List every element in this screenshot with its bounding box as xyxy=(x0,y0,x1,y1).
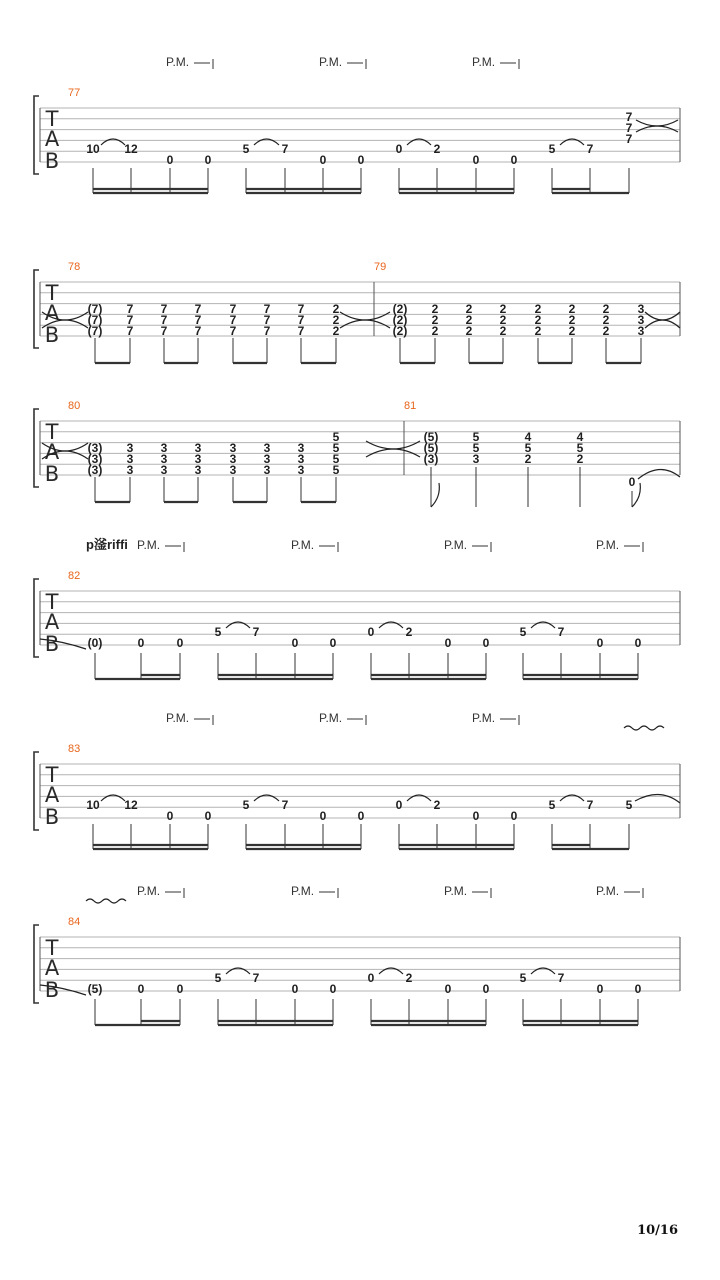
fret-number: 2 xyxy=(431,313,439,327)
vibrato-mark xyxy=(624,726,664,730)
fret-number: (2) xyxy=(392,313,408,327)
fret-number: 7 xyxy=(281,142,289,156)
fret-number: 7 xyxy=(229,313,237,327)
fret-number: 12 xyxy=(124,798,138,812)
fret-number: 0 xyxy=(628,475,636,489)
palm-mute-label: P.M. xyxy=(444,884,468,898)
fret-number: (5) xyxy=(423,430,439,444)
fret-number: 0 xyxy=(204,153,212,167)
palm-mute-label: P.M. xyxy=(472,55,496,69)
fret-number: 7 xyxy=(229,302,237,316)
fret-number: 5 xyxy=(214,625,222,639)
fret-number: 5 xyxy=(576,441,584,455)
fret-number: (3) xyxy=(87,463,103,477)
system-bracket xyxy=(34,579,39,657)
fret-number: 2 xyxy=(576,452,584,466)
fret-number: 3 xyxy=(263,463,271,477)
fret-number: 2 xyxy=(332,324,340,338)
measure-number: 78 xyxy=(68,261,81,273)
palm-mute-label: P.M. xyxy=(166,55,190,69)
fret-number: 7 xyxy=(557,625,565,639)
fret-number: 3 xyxy=(126,441,134,455)
fret-number: 5 xyxy=(332,441,340,455)
fret-number: 5 xyxy=(242,798,250,812)
fret-number: 2 xyxy=(602,313,610,327)
fret-number: (2) xyxy=(392,324,408,338)
fret-number: 2 xyxy=(602,302,610,316)
fret-number: 5 xyxy=(214,971,222,985)
fret-number: 2 xyxy=(405,625,413,639)
fret-number: 7 xyxy=(625,110,633,124)
fret-number: 2 xyxy=(534,313,542,327)
system-bracket xyxy=(34,270,39,348)
fret-number: 5 xyxy=(472,441,480,455)
fret-number: 7 xyxy=(625,121,633,135)
system-bracket xyxy=(34,409,39,487)
fret-number: 7 xyxy=(625,132,633,146)
fret-number: 0 xyxy=(357,153,365,167)
fret-number: 0 xyxy=(482,636,490,650)
fret-number: 7 xyxy=(297,302,305,316)
fret-number: (3) xyxy=(87,441,103,455)
tie-arc xyxy=(638,469,680,479)
system-bracket xyxy=(34,96,39,174)
palm-mute-label: P.M. xyxy=(319,55,343,69)
fret-number: 2 xyxy=(568,313,576,327)
fret-number: 5 xyxy=(519,971,527,985)
fret-number: 0 xyxy=(472,153,480,167)
fret-number: 2 xyxy=(568,302,576,316)
slide-cross xyxy=(645,312,680,320)
palm-mute-label: P.M. xyxy=(291,538,315,552)
fret-number: 3 xyxy=(229,463,237,477)
fret-number: 3 xyxy=(229,452,237,466)
tab-clef-t: T xyxy=(45,281,59,305)
fret-number: 2 xyxy=(534,302,542,316)
system-bracket xyxy=(34,752,39,830)
fret-number: 2 xyxy=(534,324,542,338)
tab-clef-t: T xyxy=(45,420,59,444)
palm-mute-label: P.M. xyxy=(137,884,161,898)
fret-number: 0 xyxy=(634,636,642,650)
fret-number: 5 xyxy=(625,798,633,812)
fret-number: 7 xyxy=(160,324,168,338)
fret-number: (7) xyxy=(87,302,103,316)
tab-clef-t: T xyxy=(45,107,59,131)
fret-number: 3 xyxy=(160,452,168,466)
fret-number: 3 xyxy=(160,441,168,455)
fret-number: (7) xyxy=(87,324,103,338)
fret-number: 3 xyxy=(263,452,271,466)
fret-number: 0 xyxy=(395,142,403,156)
tie-arc xyxy=(635,794,680,803)
fret-number: 3 xyxy=(637,313,645,327)
fret-number: 0 xyxy=(137,636,145,650)
fret-number: 7 xyxy=(297,324,305,338)
tab-clef-a: A xyxy=(44,783,60,807)
measure-number: 81 xyxy=(404,400,417,412)
fret-number: 7 xyxy=(252,971,260,985)
fret-number: 5 xyxy=(524,441,532,455)
fret-number: 0 xyxy=(510,809,518,823)
fret-number: 3 xyxy=(637,302,645,316)
measure-number: 80 xyxy=(68,400,81,412)
palm-mute-label: P.M. xyxy=(166,711,190,725)
tab-clef-b: B xyxy=(44,805,60,829)
fret-number: 3 xyxy=(637,324,645,338)
fret-number: 7 xyxy=(586,798,594,812)
fret-number: 0 xyxy=(357,809,365,823)
fret-number: 5 xyxy=(548,798,556,812)
fret-number: 7 xyxy=(126,313,134,327)
fret-number: 2 xyxy=(433,798,441,812)
slide-cross xyxy=(340,320,390,328)
fret-number: 5 xyxy=(242,142,250,156)
fret-number: 0 xyxy=(634,982,642,996)
slide-cross xyxy=(636,126,678,132)
fret-number: 3 xyxy=(263,441,271,455)
palm-mute-label: P.M. xyxy=(596,538,620,552)
fret-number: 2 xyxy=(332,313,340,327)
fret-number: 2 xyxy=(431,324,439,338)
fret-number: 7 xyxy=(263,313,271,327)
palm-mute-label: P.M. xyxy=(291,884,315,898)
fret-number: 5 xyxy=(332,452,340,466)
fret-number: (2) xyxy=(392,302,408,316)
fret-number: (5) xyxy=(423,441,439,455)
tab-clef-b: B xyxy=(44,978,60,1002)
fret-number: 0 xyxy=(137,982,145,996)
tab-clef-a: A xyxy=(44,301,60,325)
fret-number: 2 xyxy=(465,324,473,338)
fret-number: 7 xyxy=(194,324,202,338)
slide-cross xyxy=(636,120,678,126)
system-bracket xyxy=(34,925,39,1003)
fret-number: 0 xyxy=(510,153,518,167)
fret-number: 7 xyxy=(229,324,237,338)
fret-number: 0 xyxy=(166,809,174,823)
fret-number: 7 xyxy=(281,798,289,812)
tab-clef-b: B xyxy=(44,149,60,173)
fret-number: 0 xyxy=(395,798,403,812)
fret-number: 7 xyxy=(126,324,134,338)
fret-number: 2 xyxy=(602,324,610,338)
fret-number: (3) xyxy=(87,452,103,466)
palm-mute-label: P.M. xyxy=(444,538,468,552)
measure-number: 82 xyxy=(68,570,81,582)
measure-number: 84 xyxy=(68,916,81,928)
fret-number: 10 xyxy=(86,142,100,156)
fret-number: (5) xyxy=(87,982,103,996)
fret-number: 0 xyxy=(329,982,337,996)
fret-number: 7 xyxy=(586,142,594,156)
tab-clef-t: T xyxy=(45,936,59,960)
fret-number: 7 xyxy=(252,625,260,639)
palm-mute-label: P.M. xyxy=(596,884,620,898)
fret-number: 7 xyxy=(126,302,134,316)
tab-clef-b: B xyxy=(44,323,60,347)
fret-number: 7 xyxy=(194,302,202,316)
fret-number: 0 xyxy=(319,153,327,167)
fret-number: 0 xyxy=(319,809,327,823)
fret-number: 3 xyxy=(472,452,480,466)
fret-number: 4 xyxy=(576,430,584,444)
fret-number: 3 xyxy=(297,463,305,477)
fret-number: 7 xyxy=(557,971,565,985)
fret-number: 12 xyxy=(124,142,138,156)
fret-number: 0 xyxy=(472,809,480,823)
tab-clef-b: B xyxy=(44,462,60,486)
fret-number: 0 xyxy=(444,982,452,996)
fret-number: 3 xyxy=(194,463,202,477)
fret-number: 5 xyxy=(548,142,556,156)
fret-number: 5 xyxy=(472,430,480,444)
fret-number: 2 xyxy=(499,302,507,316)
fret-number: 2 xyxy=(465,313,473,327)
fret-number: 3 xyxy=(297,441,305,455)
fret-number: 3 xyxy=(126,452,134,466)
measure-number: 79 xyxy=(374,261,387,273)
section-label: p滏riffi xyxy=(86,537,128,552)
fret-number: 0 xyxy=(176,636,184,650)
fret-number: 0 xyxy=(596,982,604,996)
fret-number: 2 xyxy=(431,302,439,316)
fret-number: 3 xyxy=(194,441,202,455)
note-flag xyxy=(431,483,439,507)
fret-number: 2 xyxy=(499,324,507,338)
fret-number: (0) xyxy=(87,636,103,650)
fret-number: 0 xyxy=(367,971,375,985)
fret-number: 7 xyxy=(194,313,202,327)
fret-number: 2 xyxy=(524,452,532,466)
fret-number: 2 xyxy=(433,142,441,156)
measure-number: 77 xyxy=(68,87,81,99)
slide-cross xyxy=(645,320,680,328)
fret-number: 10 xyxy=(86,798,100,812)
fret-number: 3 xyxy=(126,463,134,477)
palm-mute-label: P.M. xyxy=(319,711,343,725)
fret-number: 0 xyxy=(329,636,337,650)
fret-number: (7) xyxy=(87,313,103,327)
slide-cross xyxy=(340,312,390,320)
fret-number: 2 xyxy=(499,313,507,327)
fret-number: 0 xyxy=(482,982,490,996)
fret-number: 3 xyxy=(160,463,168,477)
fret-number: 3 xyxy=(194,452,202,466)
tab-clef-b: B xyxy=(44,632,60,656)
palm-mute-label: P.M. xyxy=(472,711,496,725)
fret-number: 4 xyxy=(524,430,532,444)
palm-mute-label: P.M. xyxy=(137,538,161,552)
tab-clef-a: A xyxy=(44,956,60,980)
page-number: 10/16 xyxy=(637,1223,678,1238)
fret-number: 0 xyxy=(166,153,174,167)
fret-number: 5 xyxy=(332,430,340,444)
fret-number: 3 xyxy=(297,452,305,466)
tab-clef-a: A xyxy=(44,610,60,634)
fret-number: 7 xyxy=(297,313,305,327)
fret-number: (3) xyxy=(423,452,439,466)
fret-number: 0 xyxy=(444,636,452,650)
fret-number: 7 xyxy=(263,302,271,316)
tab-clef-t: T xyxy=(45,763,59,787)
fret-number: 0 xyxy=(291,636,299,650)
fret-number: 2 xyxy=(405,971,413,985)
fret-number: 5 xyxy=(332,463,340,477)
tab-clef-t: T xyxy=(45,590,59,614)
fret-number: 0 xyxy=(367,625,375,639)
fret-number: 0 xyxy=(176,982,184,996)
fret-number: 0 xyxy=(291,982,299,996)
measure-number: 83 xyxy=(68,743,81,755)
tab-clef-a: A xyxy=(44,127,60,151)
fret-number: 0 xyxy=(204,809,212,823)
fret-number: 3 xyxy=(229,441,237,455)
fret-number: 7 xyxy=(160,302,168,316)
fret-number: 2 xyxy=(568,324,576,338)
fret-number: 7 xyxy=(263,324,271,338)
tab-clef-a: A xyxy=(44,440,60,464)
fret-number: 5 xyxy=(519,625,527,639)
vibrato-mark xyxy=(86,899,126,903)
fret-number: 7 xyxy=(160,313,168,327)
fret-number: 2 xyxy=(465,302,473,316)
fret-number: 0 xyxy=(596,636,604,650)
fret-number: 2 xyxy=(332,302,340,316)
